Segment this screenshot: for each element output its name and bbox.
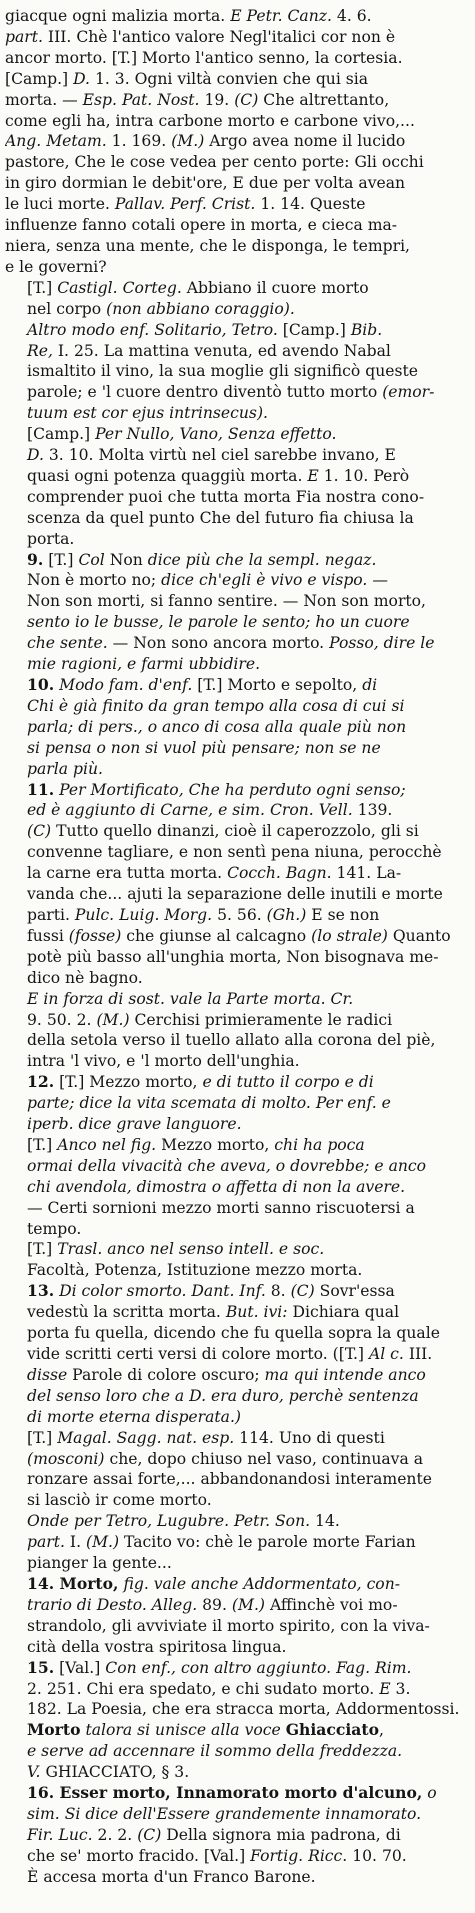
entry-paragraph	[5, 1658, 468, 1721]
text-line: 9. [T.] Col Non dice più che la sempl. negaz.	[27, 549, 377, 569]
text-line: intra 'l vivo, e 'l morto dell'unghia.	[27, 1052, 300, 1071]
text-line: Chi è già finito da gran tempo alla cosa di cui si	[27, 696, 405, 715]
entry-paragraph	[5, 1428, 468, 1512]
text-line: scenza da quel punto Che del futuro fia chiusa la	[27, 508, 414, 527]
text-line: morta. — Esp. Pat. Nost. 19. (C) Che altrettanto,	[5, 90, 390, 109]
text-line: e le governi?	[5, 257, 107, 276]
text-line: pastore, Che le cose vedea per cento porte: Gli occhi	[5, 153, 424, 172]
entry-paragraph	[5, 278, 468, 320]
entry-paragraph	[5, 424, 468, 549]
text-line: 2. 251. Chi era spedato, e chi sudato morto. E 3.	[27, 1679, 411, 1698]
text-line: part. I. (M.) Tacito vo: chè le parole morte Farian	[27, 1533, 416, 1552]
text-line: si lasciò ir come morto.	[27, 1491, 212, 1510]
text-line: vide scritti certi versi di colore morto. ([T.] Al c. III.	[27, 1345, 433, 1363]
text-line: 9. 50. 2. (M.) Cerchisi primieramente le radici	[27, 1010, 393, 1029]
text-line: chi avendola, dimostra o affetta di non la avere.	[27, 1177, 406, 1196]
text-line: 182. La Poesia, che era stracca morta, Addormentossi.	[27, 1700, 460, 1719]
text-line: ormai della vivacità che aveva, o dovrebbe; e anco	[27, 1156, 427, 1175]
text-line: porta fu quella, dicendo che fu quella sopra la quale	[27, 1324, 440, 1343]
text-line: Altro modo enf. Solitario, Tetro. [Camp.] Bib.	[27, 320, 383, 339]
entry-paragraph	[5, 1720, 468, 1783]
text-line: mie ragioni, e farmi ubbidire.	[27, 655, 261, 674]
text-line: [Camp.] Per Nullo, Vano, Senza effetto.	[27, 425, 337, 444]
text-line: niera, senza una mente, che le disponga, le tempri,	[5, 236, 411, 255]
text-line: [T.] Anco nel fig. Mezzo morto, chi ha poca	[27, 1135, 365, 1154]
text-line: parti. Pulc. Luig. Morg. 5. 56. (Gh.) E se non	[27, 905, 380, 924]
entry-paragraph	[5, 989, 468, 1073]
text-line: [T.] Trasl. anco nel senso intell. e soc.	[27, 1240, 325, 1259]
text-line: Non è morto no; dice ch'egli è vivo e vispo. —	[27, 571, 388, 590]
text-line: (mosconi) che, dopo chiuso nel vaso, continuava a	[27, 1449, 424, 1468]
text-line: E in forza di sost. vale la Parte morta. Cr.	[27, 989, 354, 1008]
text-line: 12. [T.] Mezzo morto, e di tutto il corpo e di	[27, 1072, 374, 1092]
entry-paragraph	[5, 1511, 468, 1574]
text-line: sim. Si dice dell'Essere grandemente innamorato.	[27, 1804, 422, 1823]
text-line: (C) Tutto quello dinanzi, cioè il caperozzolo, gli si	[27, 822, 419, 841]
text-line: che se' morto fracido. [Val.] Fortig. Ricc. 10. 70.	[27, 1846, 407, 1865]
text-line: 10. Modo fam. d'enf. [T.] Morto e sepolto, di	[27, 675, 378, 694]
text-line: tempo.	[27, 1219, 82, 1238]
text-line: Fir. Luc. 2. 2. (C) Della signora mia padrona, di	[27, 1825, 401, 1844]
text-line: V. GHIACCIATO, § 3.	[27, 1763, 190, 1782]
text-line: del senso loro che a D. era duro, perchè sentenza	[27, 1386, 419, 1405]
text-line: pianger la gente...	[27, 1554, 172, 1573]
text-line: [T.] Castigl. Corteg. Abbiano il cuore morto	[27, 278, 369, 297]
text-line: strandolo, gli avviviate il morto spirito, con la viva-	[27, 1616, 430, 1635]
text-line: vanda che... ajuti la separazione delle inutili e morte	[27, 885, 443, 904]
text-line: [T.] Magal. Sagg. nat. esp. 114. Uno di questi	[27, 1428, 385, 1447]
text-line: tuum est cor ejus intrinsecus).	[27, 404, 268, 423]
text-line: È accesa morta d'un Franco Barone.	[27, 1867, 316, 1886]
text-line: potè più basso all'unghia morta, Non bisognava me-	[27, 947, 439, 966]
text-line: Non son morti, si fanno sentire. — Non son morto,	[27, 592, 427, 611]
text-line: di morte eterna disperata.)	[27, 1407, 242, 1426]
text-line: dico nè bagno.	[27, 968, 143, 987]
entry-paragraph	[5, 1239, 468, 1281]
text-line: ancor morto. [T.] Morto l'antico senno, la cortesia.	[5, 48, 403, 67]
text-line: che sente. — Non sono ancora morto. Posso, dire le	[27, 634, 435, 653]
text-line: disse Parole di colore oscuro; ma qui intende anco	[27, 1365, 426, 1384]
entry-paragraph	[5, 1135, 468, 1240]
text-line: 14. Morto, fig. vale anche Addormentato, con-	[27, 1573, 401, 1593]
text-line: della setola verso il tuello allato alla corona del piè,	[27, 1031, 436, 1050]
entry-paragraph	[5, 550, 468, 675]
entry-paragraph	[5, 1281, 468, 1427]
text-line: come egli ha, intra carbone morto e carbone vivo,...	[5, 111, 415, 130]
text-line: [Camp.] D. 1. 3. Ogni viltà convien che qui sia	[5, 69, 369, 88]
entry-paragraph	[5, 320, 468, 425]
text-line: parla più.	[27, 759, 103, 778]
text-line: convenne tagliare, e non sentì pena niuna, perocchè	[27, 843, 442, 862]
text-line: si pensa o non si vuol più pensare; non se ne	[27, 738, 381, 757]
text-line: vedestù la scritta morta. But. ivi: Dichiara qual	[27, 1303, 400, 1322]
text-line: giacque ogni malizia morta. E Petr. Canz. 4. 6.	[5, 7, 372, 25]
text-line: le luci morte. Pallav. Perf. Crist. 1. 14. Queste	[5, 195, 366, 214]
text-line: parte; dice la vita scemata di molto. Per enf. e	[27, 1094, 391, 1113]
entry-paragraph	[5, 1072, 468, 1135]
text-line: fussi (fosse) che giunse al calcagno (lo strale) Quanto	[27, 926, 451, 945]
entry-paragraph	[5, 6, 468, 278]
text-line: la carne era tutta morta. Cocch. Bagn. 141. La-	[27, 864, 402, 883]
text-line: 13. Di color smorto. Dant. Inf. 8. (C) Sovr'essa	[27, 1281, 395, 1301]
text-line: 11. Per Mortificato, Che ha perduto ogni senso;	[27, 779, 406, 799]
text-line: Ang. Metam. 1. 169. (M.) Argo avea nome il lucido	[5, 132, 406, 151]
text-line: parla; di pers., o anco di cosa alla quale più non	[27, 717, 407, 736]
text-line: influenze fanno cotali opere in morta, e cieca ma-	[5, 216, 398, 235]
text-line: nel corpo (non abbiano coraggio).	[27, 299, 295, 318]
text-line: part. III. Chè l'antico valore Negl'italici cor non è	[5, 27, 396, 46]
entry-paragraph	[5, 1574, 468, 1658]
text-line: parole; e 'l cuore dentro diventò tutto morto (emor-	[27, 383, 435, 402]
text-line: Morto talora si unisce alla voce Ghiacciato,	[27, 1720, 384, 1740]
text-line: quasi ogni potenza quaggiù morta. E 1. 10. Però	[27, 466, 410, 485]
entry-paragraph	[5, 1783, 468, 1888]
entry-paragraph	[5, 675, 468, 780]
text-line: Facoltà, Potenza, Istituzione mezzo morta.	[27, 1261, 363, 1280]
text-line: ed è aggiunto di Carne, e sim. Cron. Vell. 139.	[27, 801, 393, 820]
text-line: cità della vostra spiritosa lingua.	[27, 1637, 287, 1656]
text-line: ronzare assai forte,... abbandonandosi interamente	[27, 1470, 432, 1489]
text-line: in giro dormian le debit'ore, E due per volta avean	[5, 174, 406, 193]
text-line: 16. Esser morto, Innamorato morto d'alcuno, o	[27, 1783, 437, 1803]
text-line: Onde per Tetro, Lugubre. Petr. Son. 14.	[27, 1512, 340, 1531]
text-line: sento io le busse, le parole le sento; ho un cuore	[27, 613, 410, 632]
text-line: D. 3. 10. Molta virtù nel ciel sarebbe invano, E	[27, 446, 396, 465]
entry-paragraph	[5, 780, 468, 989]
text-line: comprender puoi che tutta morta Fia nostra cono-	[27, 487, 425, 506]
text-line: 15. [Val.] Con enf., con altro aggiunto. Fag. Rim.	[27, 1657, 412, 1677]
text-line: e serve ad accennare il sommo della freddezza.	[27, 1742, 403, 1761]
text-line: iperb. dice grave languore.	[27, 1115, 242, 1134]
text-line: ismaltito il vino, la sua moglie gli significò queste	[27, 362, 419, 381]
text-line: porta.	[27, 529, 75, 548]
text-line: trario di Desto. Alleg. 89. (M.) Affinchè voi mo-	[27, 1595, 398, 1614]
text-line: — Certi sornioni mezzo morti sanno riscuotersi a	[27, 1198, 415, 1217]
text-line: Re, I. 25. La mattina venuta, ed avendo Nabal	[27, 341, 391, 360]
